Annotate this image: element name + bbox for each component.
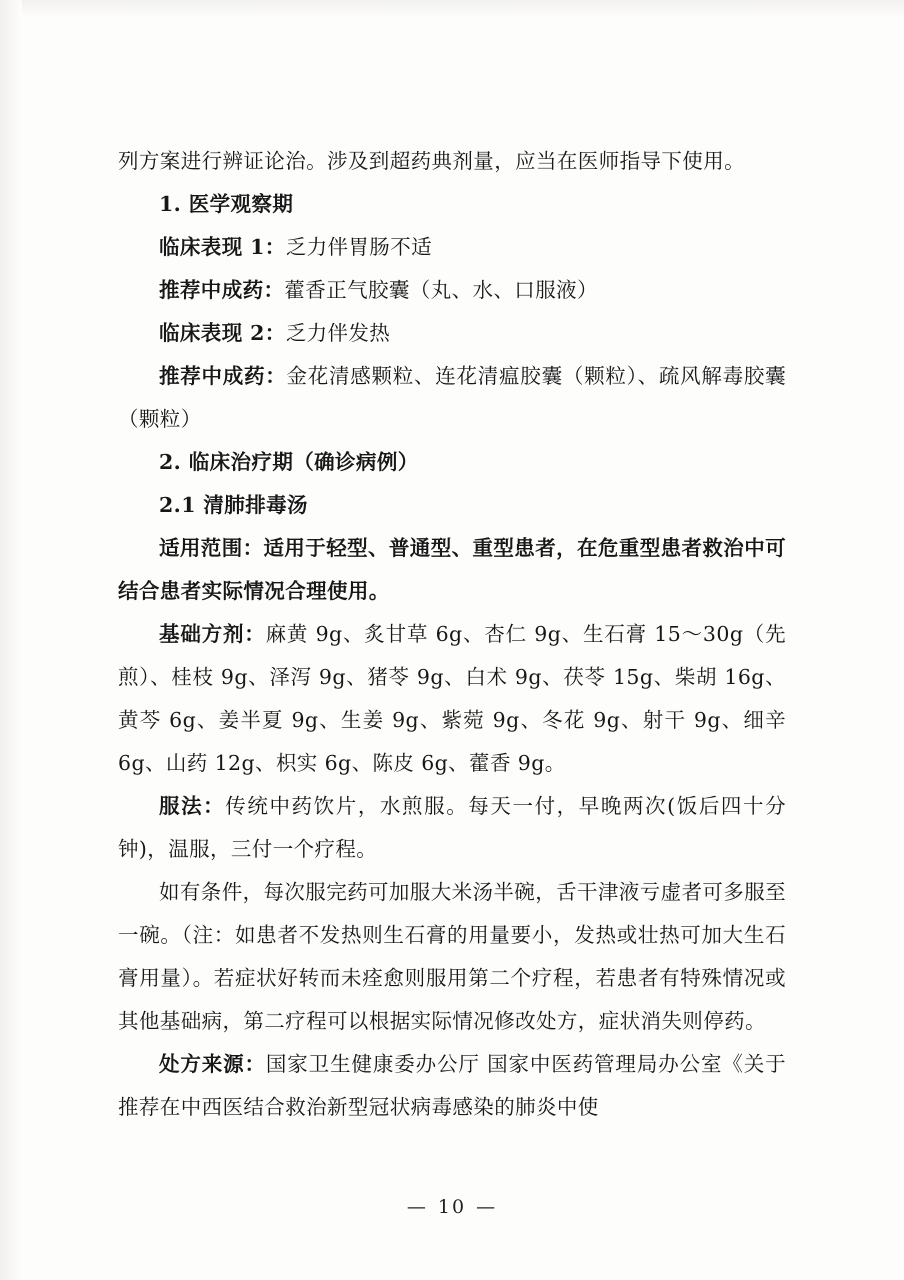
paragraph-recommended-medicine-1	[118, 269, 786, 312]
heading-clinical-treatment	[118, 441, 786, 484]
paragraph-notes	[118, 871, 786, 1043]
paragraph-text: 藿香正气胶囊（丸、水、口服液）	[284, 278, 598, 302]
page-body	[118, 140, 786, 1129]
paragraph-text: 金花清感颗粒、连花清瘟胶囊（颗粒）、疏风解毒胶囊（颗粒）	[118, 364, 786, 431]
paragraph-clinical-manifestation-2	[118, 312, 786, 355]
paragraph-text: 列方案进行辨证论治。涉及到超药典剂量，应当在医师指导下使用。	[118, 149, 745, 173]
page-edge-left	[0, 0, 22, 1280]
paragraph-lead: 处方来源：	[159, 1052, 266, 1076]
heading-medical-observation	[118, 183, 786, 226]
paragraph-continuation	[118, 140, 786, 183]
heading-text: 1. 医学观察期	[159, 192, 294, 216]
paragraph-text: 麻黄 9g、炙甘草 6g、杏仁 9g、生石膏 15～30g（先煎）、桂枝 9g、泽泻 9g、猪苓 9g、白术 9g、茯苓 15g、柴胡 16g、黄芩 6g、姜半夏 9g、生姜 9g、紫菀 9g、冬花 9g、射干 9g、细辛 6g、山药 12g、枳实 6g、陈皮 6g、藿香 9g。	[118, 622, 786, 775]
paragraph-base-formula	[118, 613, 786, 785]
paragraph-usage	[118, 785, 786, 871]
paragraph-text: 如有条件，每次服完药可加服大米汤半碗，舌干津液亏虚者可多服至一碗。（注：如患者不发热则生石膏的用量要小，发热或壮热可加大生石膏用量）。若症状好转而未痊愈则服用第二个疗程，若患者有特殊情况或其他基础病，第二疗程可以根据实际情况修改处方，症状消失则停药。	[118, 880, 786, 1033]
paragraph-recommended-medicine-2	[118, 355, 786, 441]
paragraph-lead: 推荐中成药：	[159, 278, 285, 302]
paragraph-clinical-manifestation-1	[118, 226, 786, 269]
page-footer	[0, 1196, 904, 1218]
paragraph-text: 国家卫生健康委办公厅 国家中医药管理局办公室《关于推荐在中西医结合救治新型冠状病毒感染的肺炎中使	[118, 1052, 787, 1119]
paragraph-lead: 基础方剂：	[159, 622, 266, 646]
paragraph-lead: 临床表现 1：	[159, 235, 286, 259]
paragraph-text: 适用于轻型、普通型、重型患者，在危重型患者救治中可结合患者实际情况合理使用。	[118, 536, 786, 603]
page-edge-top	[0, 0, 904, 18]
paragraph-text: 乏力伴胃肠不适	[285, 235, 433, 259]
paragraph-text: 传统中药饮片，水煎服。每天一付，早晚两次(饭后四十分钟)，温服，三付一个疗程。	[118, 794, 786, 861]
heading-qingfei-paidu-decoction	[118, 484, 786, 527]
heading-text: 2.1 清肺排毒汤	[159, 493, 308, 517]
paragraph-lead: 推荐中成药：	[159, 364, 287, 388]
heading-text: 2. 临床治疗期（确诊病例）	[159, 450, 419, 474]
paragraph-lead: 临床表现 2：	[159, 321, 286, 345]
paragraph-lead: 适用范围：	[159, 536, 264, 560]
page-number-prefix: —	[406, 1196, 428, 1218]
page-number: 10	[437, 1196, 467, 1218]
paragraph-scope-of-application	[118, 527, 786, 613]
paragraph-text: 乏力伴发热	[285, 321, 391, 345]
page-number-suffix: —	[476, 1196, 498, 1218]
paragraph-lead: 服法：	[159, 794, 226, 818]
paragraph-prescription-source	[118, 1043, 786, 1129]
